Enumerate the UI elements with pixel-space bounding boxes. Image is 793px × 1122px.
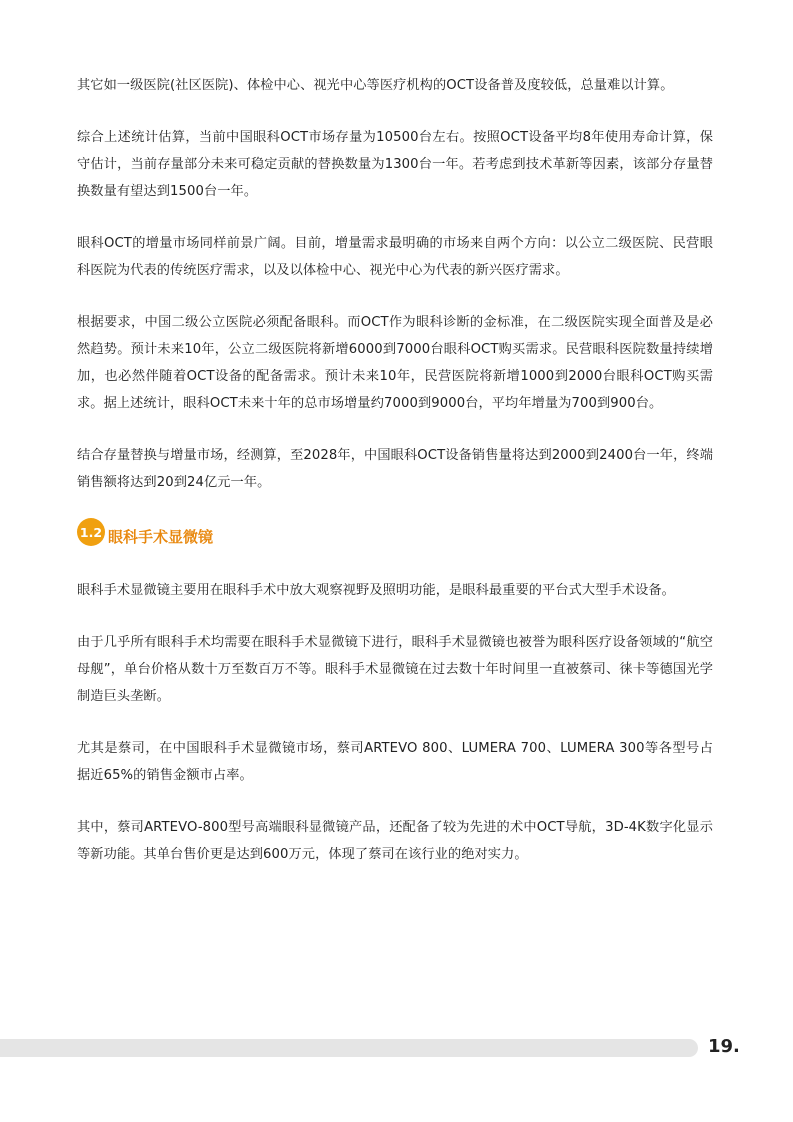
paragraph: 结合存量替换与增量市场，经测算，至2028年，中国眼科OCT设备销售量将达到2000到2400台一年，终端销售额将达到20到24亿元一年。	[77, 448, 713, 490]
section-title: 眼科手术显微镜	[108, 527, 214, 546]
paragraph: 综合上述统计估算，当前中国眼科OCT市场存量为10500台左右。按照OCT设备平均8年使用寿命计算，保守估计，当前存量部分未来可稳定贡献的替换数量为1300台一年。若考虑到技术革新等因素，该部分存量替换数量有望达到1500台一年。	[77, 130, 713, 199]
page-content	[77, 72, 713, 893]
paragraph: 由于几乎所有眼科手术均需要在眼科手术显微镜下进行，眼科手术显微镜也被誉为眼科医疗设备领域的“航空母舰”，单台价格从数十万至数百万不等。眼科手术显微镜在过去数十年时间里一直被蔡司、徕卡等德国光学制造巨头垄断。	[77, 635, 713, 704]
page-number: 19.	[708, 1036, 740, 1057]
paragraph: 眼科手术显微镜主要用在眼科手术中放大观察视野及照明功能，是眼科最重要的平台式大型手术设备。	[77, 583, 675, 598]
paragraph: 眼科OCT的增量市场同样前景广阔。目前，增量需求最明确的市场来自两个方向：以公立二级医院、民营眼科医院为代表的传统医疗需求，以及以体检中心、视光中心为代表的新兴医疗需求。	[77, 236, 713, 278]
section-number-badge: 1.2	[77, 518, 105, 546]
footer-bar	[0, 1039, 698, 1057]
paragraph: 尤其是蔡司，在中国眼科手术显微镜市场，蔡司ARTEVO 800、LUMERA 700、LUMERA 300等各型号占据近65%的销售金额市占率。	[77, 741, 713, 783]
paragraph: 根据要求，中国二级公立医院必须配备眼科。而OCT作为眼科诊断的金标准，在二级医院实现全面普及是必然趋势。预计未来10年，公立二级医院将新增6000到7000台眼科OCT购买需求。民营眼科医院数量持续增加，也必然伴随着OCT设备的配备需求。预计未来10年，民营医院将新增1000到2000台眼科OCT购买需求。据上述统计，眼科OCT未来十年的总市场增量约7000到9000台，平均年增量为700到900台。	[77, 315, 713, 411]
paragraph: 其中，蔡司ARTEVO-800型号高端眼科显微镜产品，还配备了较为先进的术中OCT导航，3D-4K数字化显示等新功能。其单台售价更是达到600万元，体现了蔡司在该行业的绝对实力。	[77, 820, 713, 862]
section-heading	[77, 522, 713, 550]
paragraph: 其它如一级医院(社区医院)、体检中心、视光中心等医疗机构的OCT设备普及度较低，总量难以计算。	[77, 78, 674, 93]
